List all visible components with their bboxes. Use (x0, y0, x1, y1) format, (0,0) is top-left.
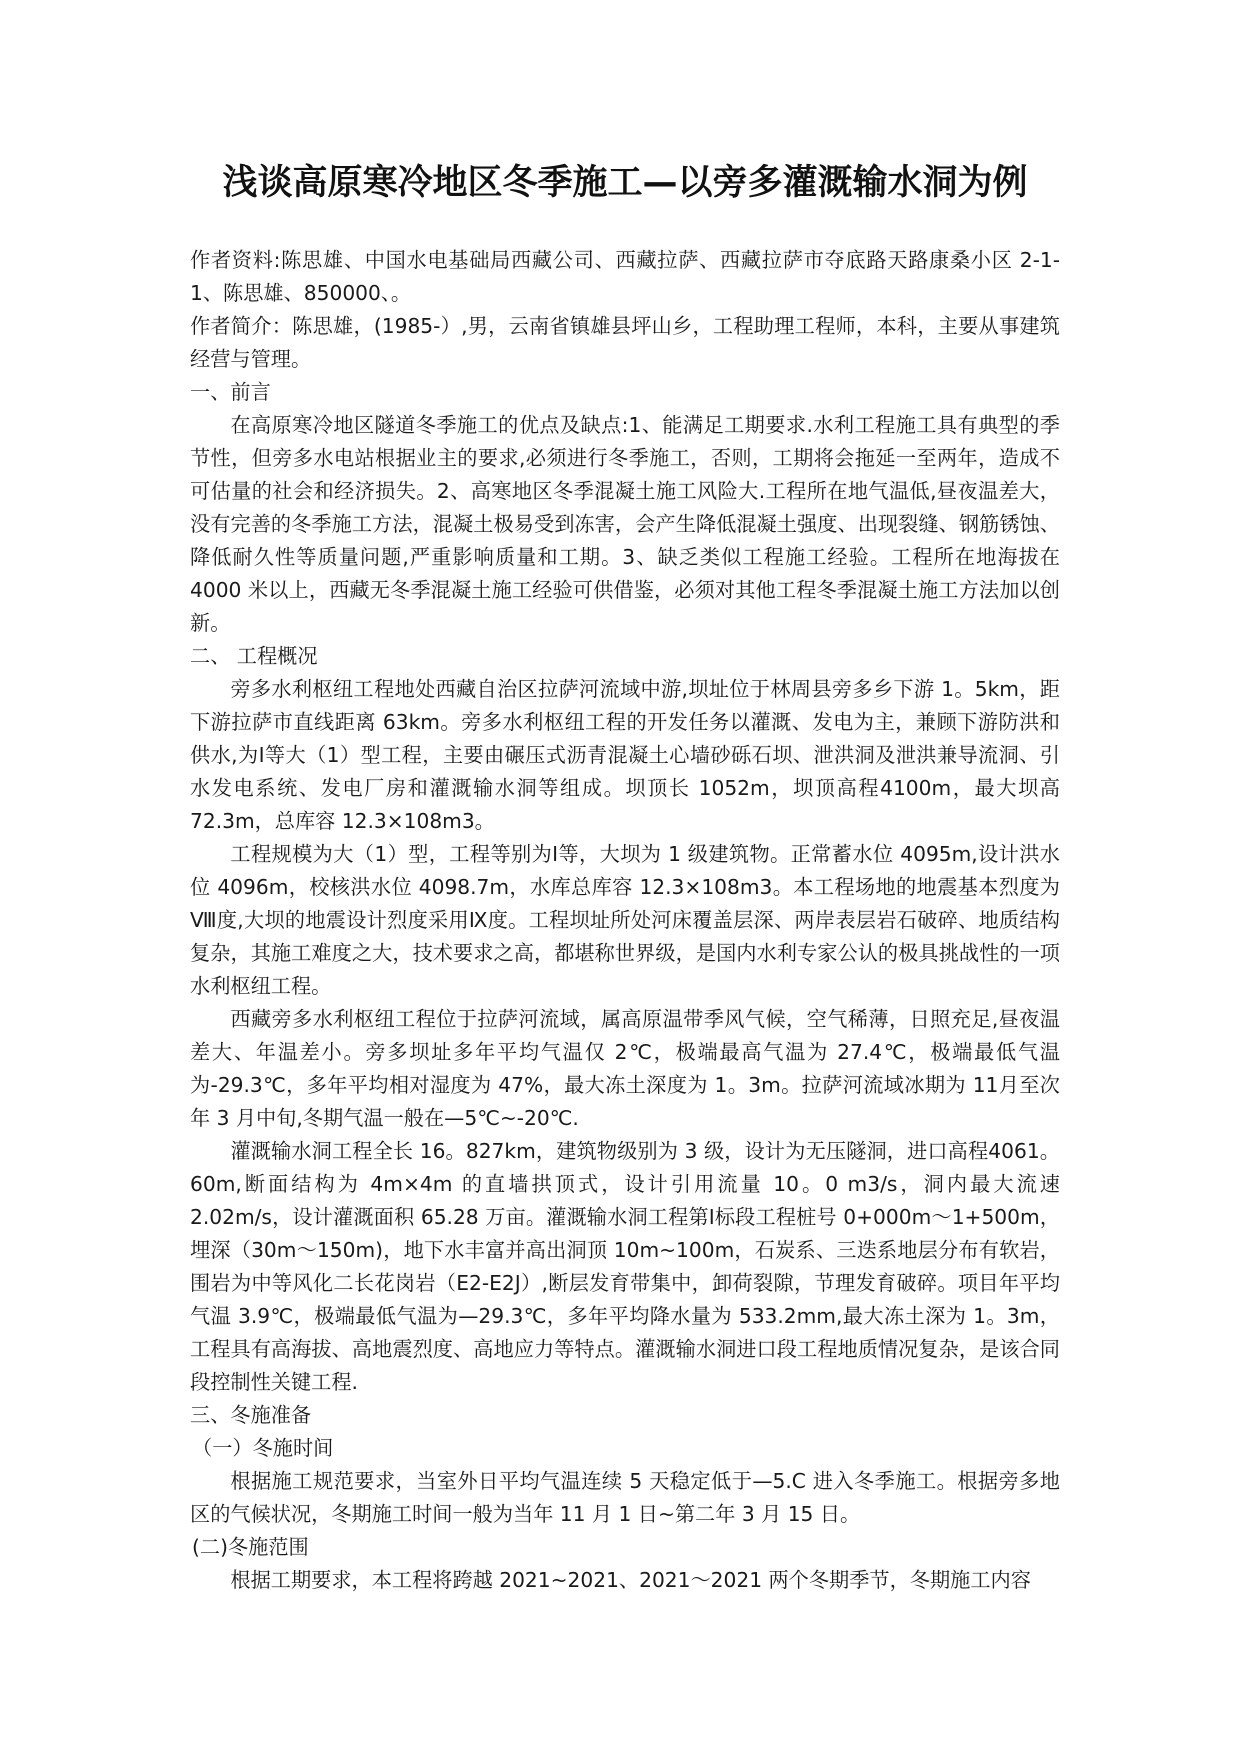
paragraph: 旁多水利枢纽工程地处西藏自治区拉萨河流域中游,坝址位于林周县旁多乡下游 1。5km，距下游拉萨市直线距离 63km。旁多水利枢纽工程的开发任务以灌溉、发电为主，兼顾下游防洪和供水,为Ⅰ等大（1）型工程，主要由碾压式沥青混凝土心墙砂砾石坝、泄洪洞及泄洪兼导流洞、引水发电系统、发电厂房和灌溉输水洞等组成。坝顶长 1052m，坝顶高程4100m，最大坝高 72.3m，总库容 12.3×108m3。 (190, 677, 1060, 833)
subsection-heading-time: （一）冬施时间 (192, 1436, 334, 1460)
paragraph: 根据工期要求，本工程将跨越 2021~2021、2021～2021 两个冬期季节，冬期施工内容 (230, 1568, 1031, 1592)
section-heading-overview: 二、 工程概况 (190, 644, 318, 668)
author-bio: 作者简介：陈思雄，(1985-）,男，云南省镇雄县坪山乡，工程助理工程师，本科，主要从事建筑经营与管理。 (190, 314, 1060, 371)
document-title: 浅谈高原寒冷地区冬季施工—以旁多灌溉输水洞为例 (222, 163, 1028, 203)
paragraph: 工程规模为大（1）型，工程等别为Ⅰ等，大坝为 1 级建筑物。正常蓄水位 4095m,设计洪水位 4096m，校核洪水位 4098.7m，水库总库容 12.3×108m3。本工程场地的地震基本烈度为Ⅷ度,大坝的地震设计烈度采用Ⅸ度。工程坝址所处河床覆盖层深、两岸表层岩石破碎、地质结构复杂，其施工难度之大，技术要求之高，都堪称世界级，是国内水利专家公认的极具挑战性的一项水利枢纽工程。 (190, 842, 1060, 998)
subsection-heading-scope: (二)冬施范围 (192, 1535, 309, 1559)
document-body (190, 160, 1060, 1597)
author-info: 作者资料:陈思雄、中国水电基础局西藏公司、西藏拉萨、西藏拉萨市夺底路天路康桑小区 2-1-1、陈思雄、850000、。 (190, 248, 1060, 305)
paragraph: 根据施工规范要求，当室外日平均气温连续 5 天稳定低于—5.C 进入冬季施工。根据旁多地区的气候状况，冬期施工时间一般为当年 11 月 1 日~第二年 3 月 15 日。 (190, 1469, 1060, 1526)
section-heading-preparation: 三、冬施准备 (190, 1403, 312, 1427)
section-heading-intro: 一、前言 (190, 380, 271, 404)
paragraph: 灌溉输水洞工程全长 16。827km，建筑物级别为 3 级，设计为无压隧洞，进口高程4061。60m,断面结构为 4m×4m 的直墙拱顶式，设计引用流量 10。0 m3/s，洞内最大流速2.02m/s，设计灌溉面积 65.28 万亩。灌溉输水洞工程第Ⅰ标段工程桩号 0+000m～1+500m，埋深（30m～150m)，地下水丰富并高出洞顶 10m~100m，石炭系、三迭系地层分布有软岩，围岩为中等风化二长花岗岩（E2-E2J）,断层发育带集中，卸荷裂隙，节理发育破碎。项目年平均气温 3.9℃，极端最低气温为—29.3℃，多年平均降水量为 533.2mm,最大冻土深为 1。3m，工程具有高海拔、高地震烈度、高地应力等特点。灌溉输水洞进口段工程地质情况复杂，是该合同段控制性关键工程. (190, 1139, 1060, 1394)
paragraph: 在高原寒冷地区隧道冬季施工的优点及缺点:1、能满足工期要求.水利工程施工具有典型的季节性，但旁多水电站根据业主的要求,必须进行冬季施工，否则，工期将会拖延一至两年，造成不可估量的社会和经济损失。2、高寒地区冬季混凝土施工风险大.工程所在地气温低,昼夜温差大，没有完善的冬季施工方法，混凝土极易受到冻害，会产生降低混凝土强度、出现裂缝、钢筋锈蚀、降低耐久性等质量问题,严重影响质量和工期。3、缺乏类似工程施工经验。工程所在地海拔在 4000 米以上，西藏无冬季混凝土施工经验可供借鉴，必须对其他工程冬季混凝土施工方法加以创新。 (190, 413, 1060, 635)
paragraph: 西藏旁多水利枢纽工程位于拉萨河流域，属高原温带季风气候，空气稀薄，日照充足,昼夜温差大、年温差小。旁多坝址多年平均气温仅 2℃，极端最高气温为 27.4℃，极端最低气温为-29.3℃，多年平均相对湿度为 47%，最大冻土深度为 1。3m。拉萨河流域冰期为 11月至次年 3 月中旬,冬期气温一般在—5℃~-20℃. (190, 1007, 1060, 1130)
